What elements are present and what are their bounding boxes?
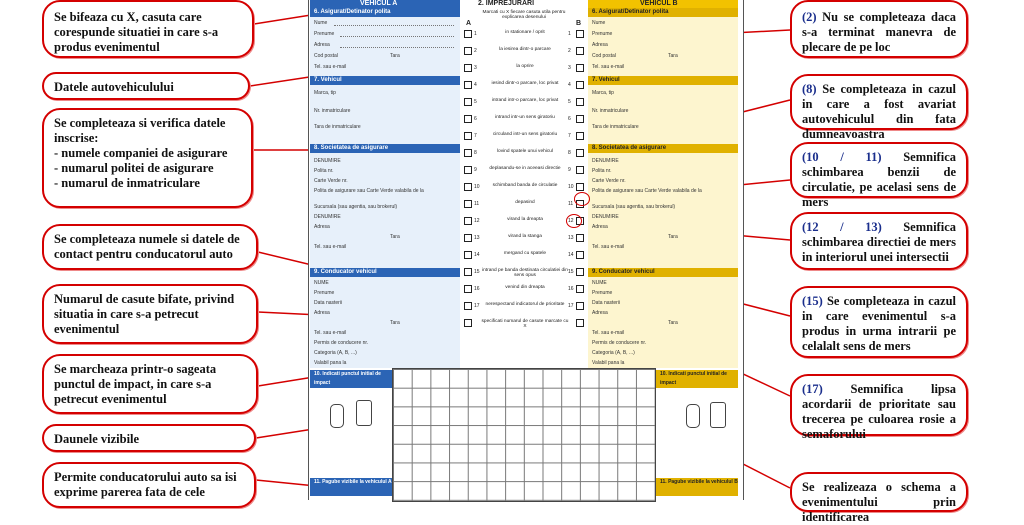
circumstance-number-b: 12 [568, 218, 574, 224]
field-name-b: Nume [592, 20, 606, 26]
vehicle-plate-b: Nr. inmatriculare [592, 108, 629, 114]
callout-text: Daunele vizibile [54, 432, 140, 446]
circumstance-checkbox-a[interactable] [464, 98, 472, 106]
circumstance-checkbox-a[interactable] [464, 319, 472, 327]
car-top-view-b [710, 402, 726, 428]
driver-categoria-b: Categoria (A, B, ...) [592, 350, 635, 356]
circumstance-label: la oprire [516, 64, 534, 69]
driver-valabil-b: Valabil pana la [592, 360, 625, 366]
circumstance-checkbox-a[interactable] [464, 285, 472, 293]
connector-line [256, 480, 316, 486]
circumstance-label: nerespectand indicatorul de prioritate [485, 302, 565, 307]
accident-sketch-grid[interactable] [392, 368, 656, 502]
callout-number: (10 / 11) [802, 150, 882, 164]
insurer-denumire2-a: DENUMIRE [314, 214, 341, 220]
driver-permis-b: Permis de conducere nr. [592, 340, 647, 346]
circumstance-checkbox-b[interactable] [576, 268, 584, 276]
callout-vehicle-data [42, 72, 250, 100]
callout-text: Semnifica schimbarea directiei de mers in interiorul unei intersectii [802, 220, 956, 264]
circumstance-number-a: 7 [474, 133, 477, 139]
circumstance-checkbox-a[interactable] [464, 251, 472, 259]
vehicle-brand-a: Marca, tip [314, 90, 336, 96]
car-side-view-a [330, 404, 344, 428]
callout-text: Se completeaza in cazul in care a fost avariat autovehiculul din fata dumneavoastra [802, 82, 957, 141]
circumstance-number-a: 11 [474, 201, 480, 207]
driver-nastere-a: Data nasterii [314, 300, 343, 306]
driver-nastere-b: Data nasterii [592, 300, 621, 306]
callout-list-item: - numarul politei de asigurare [54, 161, 214, 175]
circumstance-number-b: 8 [568, 150, 571, 156]
insurer-tara-b: Tara [668, 234, 678, 240]
circumstance-number-b: 7 [568, 133, 571, 139]
car-top-view-a [356, 400, 372, 426]
callout-text: Semnifica lipsa acordarii de prioritate sau trecerea pe culoarea rosie a semaforului [802, 382, 956, 441]
circumstance-number-b: 2 [568, 48, 571, 54]
driver-adresa-a: Adresa [314, 310, 330, 316]
circumstance-label: virand la stanga [508, 234, 542, 239]
insurer-denumire-b: DENUMIRE [592, 158, 619, 164]
callout-text: Se realizeaza o schema a evenimentului prin identificarea [802, 480, 956, 524]
circumstance-checkbox-a[interactable] [464, 183, 472, 191]
circumstance-number-b: 14 [568, 252, 574, 258]
circumstance-checkbox-b[interactable] [576, 30, 584, 38]
circumstance-checkbox-a[interactable] [464, 268, 472, 276]
circumstance-number-a: 12 [474, 218, 480, 224]
impact-b-header: 10. Indicati punctul initial de impact [656, 370, 738, 388]
circumstance-number-b: 11 [568, 201, 574, 207]
driver-tel-b: Tel. sau e-mail [592, 330, 625, 336]
circumstance-checkbox-b[interactable] [576, 319, 584, 327]
callout-note-12-13 [790, 212, 968, 270]
input-line[interactable] [340, 36, 454, 37]
callout-number: (15) [802, 294, 823, 308]
circumstance-checkbox-b[interactable] [576, 64, 584, 72]
callout-note-10-11 [790, 142, 968, 209]
section-a-insured: 6. Asigurat/Detinator polita [310, 8, 460, 17]
circumstance-checkbox-b[interactable] [576, 302, 584, 310]
input-line[interactable] [334, 25, 454, 26]
highlight-circle [566, 214, 582, 228]
field-cod-b: Cod postal [592, 53, 616, 59]
vehicle-a-label: VEHICUL A [360, 0, 398, 7]
insurer-valabila-a: Polita de asigurare sau Carte Verde valabila de la [314, 188, 424, 194]
damage-b-header: 11. Pagube vizibile la vehiculul B [656, 478, 738, 496]
circumstance-number-b: 6 [568, 116, 571, 122]
circumstance-checkbox-a[interactable] [464, 217, 472, 225]
driver-categoria-a: Categoria (A, B, ...) [314, 350, 357, 356]
callout-note-8 [790, 74, 968, 141]
circumstance-number-b: 13 [568, 235, 574, 241]
driver-nume-a: NUME [314, 280, 329, 286]
circumstances-heading: Marcati cu X fiecare casuta utila pentru explicarea desenului [482, 10, 566, 20]
section-a-insurer: 8. Societatea de asigurare [310, 144, 460, 153]
callout-text: Permite conducatorului auto sa isi exprime parerea fata de cele [54, 470, 237, 499]
circumstance-number-a: 2 [474, 48, 477, 54]
vehicle-country-a: Tara de inmatriculare [314, 124, 361, 130]
field-name-a: Nume [314, 20, 328, 26]
circumstance-label: virand la dreapta [507, 217, 543, 222]
circumstance-number-b: 10 [568, 184, 574, 190]
circumstance-checkbox-b[interactable] [576, 251, 584, 259]
circumstance-label: specificati numarul de casute marcate cu X [481, 319, 569, 329]
callout-text: Se marcheaza printr-o sageata punctul de impact, in care s-a petrecut evenimentul [54, 362, 217, 406]
circumstance-label: mergand cu spatele [503, 251, 547, 256]
callout-checkbox-situation [42, 0, 254, 58]
impact-a-header: 10. Indicati punctul initial de impact [310, 370, 392, 388]
callout-visible-damage [42, 424, 256, 452]
highlight-circle [574, 192, 590, 206]
circumstance-checkbox-a[interactable] [464, 81, 472, 89]
circumstance-checkbox-a[interactable] [464, 200, 472, 208]
circumstance-label: la iesirea dintr-o parcare [499, 47, 551, 52]
driver-valabil-a: Valabil pana la [314, 360, 347, 366]
callout-text: Se completeaza in cazul in care evenimentul s-a produs in urma intrarii pe celalalt sens de mers [802, 294, 957, 353]
driver-tara-a: Tara [390, 320, 400, 326]
circumstance-checkbox-b[interactable] [576, 98, 584, 106]
circumstance-checkbox-a[interactable] [464, 234, 472, 242]
circumstance-checkbox-b[interactable] [576, 149, 584, 157]
field-adresa-a: Adresa [314, 42, 330, 48]
driver-prenume-b: Prenume [592, 290, 613, 296]
callout-text: Nu se completeaza daca s-a terminat manevra de plecare de pe loc [802, 10, 957, 54]
column-a-letter: A [466, 20, 472, 27]
circumstance-number-b: 16 [568, 286, 574, 292]
section-a-vehicle: 7. Vehicul [310, 76, 460, 85]
circumstance-checkbox-a[interactable] [464, 115, 472, 123]
driver-tel-a: Tel. sau e-mail [314, 330, 347, 336]
callout-text: Datele autovehiculului [54, 80, 174, 94]
circumstance-number-b: 15 [568, 269, 574, 275]
circumstance-number-a: 5 [474, 99, 477, 105]
callout-note-15 [790, 286, 968, 358]
callout-text: Se completeaza si verifica datele inscrise: [54, 116, 226, 145]
circumstance-checkbox-b[interactable] [576, 166, 584, 174]
circumstance-checkbox-b[interactable] [576, 81, 584, 89]
callout-insurance-data [42, 108, 253, 208]
callout-text: Se bifeaza cu X, casuta care corespunde situatiei in care s-a produs evenimentul [54, 10, 219, 54]
circumstance-checkbox-b[interactable] [576, 115, 584, 123]
callout-text: Semnifica schimbarea benzii de circulatie, pe acelasi sens de mers [802, 150, 956, 209]
insurer-sucursala-b: Sucursala (sau agentia, sau brokerul) [592, 204, 676, 210]
section-b-insured: 6. Asigurat/Detinator polita [588, 8, 738, 17]
circumstance-checkbox-b[interactable] [576, 132, 584, 140]
vehicle-b-column [588, 8, 738, 368]
field-tel-b: Tel. sau e-mail [592, 64, 625, 70]
insurer-adresa-a: Adresa [314, 224, 330, 230]
insurer-valabila-b: Polita de asigurare sau Carte Verde valabila de la [592, 188, 702, 194]
callout-list-item: - numele companiei de asigurare [54, 146, 228, 160]
callout-note-17 [790, 374, 968, 441]
circumstance-number-a: 16 [474, 286, 480, 292]
vehicle-plate-a: Nr. inmatriculare [314, 108, 351, 114]
circumstance-number-a: 3 [474, 65, 477, 71]
circumstance-number-a: 8 [474, 150, 477, 156]
callout-text: Se completeaza numele si datele de contact pentru conducatorul auto [54, 232, 240, 261]
circumstance-checkbox-a[interactable] [464, 166, 472, 174]
vehicle-b-label: VEHICUL B [640, 0, 678, 7]
insurer-tara-a: Tara [390, 234, 400, 240]
field-cod-a: Cod postal [314, 53, 338, 59]
callout-checked-count [42, 284, 258, 344]
field-prenume-b: Prenume [592, 31, 613, 37]
insurer-denumire2-b: DENUMIRE [592, 214, 619, 220]
callout-number: (17) [802, 382, 823, 396]
callout-number: (12 / 13) [802, 220, 882, 234]
circumstance-number-b: 17 [568, 303, 574, 309]
callout-note-2 [790, 0, 968, 58]
insurer-denumire-a: DENUMIRE [314, 158, 341, 164]
insurer-adresa-b: Adresa [592, 224, 608, 230]
circumstance-checkbox-b[interactable] [576, 183, 584, 191]
circumstance-label: intrand intr-o parcare, loc privat [491, 98, 559, 103]
field-tara-b: Tara [668, 53, 678, 59]
field-prenume-a: Prenume [314, 31, 335, 37]
callout-driver-opinion [42, 462, 256, 508]
vehicle-b-header [588, 0, 738, 8]
car-side-view-b [686, 404, 700, 428]
callout-number: (2) [802, 10, 817, 24]
vehicle-a-column [310, 8, 460, 368]
section-b-driver: 9. Conducator vehicul [588, 268, 738, 277]
circumstance-number-b: 3 [568, 65, 571, 71]
section-a-driver: 9. Conducator vehicul [310, 268, 460, 277]
driver-permis-a: Permis de conducere nr. [314, 340, 369, 346]
callout-text: Numarul de casute bifate, privind situatia in care s-a petrecut evenimentul [54, 292, 235, 336]
insurer-polita-a: Polita nr. [314, 168, 334, 174]
circumstance-number-b: 1 [568, 31, 571, 37]
insurer-carte-verde-b: Carte Verde nr. [592, 178, 626, 184]
circumstance-number-a: 4 [474, 82, 477, 88]
circumstance-number-a: 1 [474, 31, 477, 37]
circumstance-label: venind din dreapta [505, 285, 545, 290]
field-adresa-b: Adresa [592, 42, 608, 48]
vehicle-a-header [310, 0, 460, 8]
circumstance-checkbox-b[interactable] [576, 234, 584, 242]
insurer-polita-b: Polita nr. [592, 168, 612, 174]
circumstance-checkbox-a[interactable] [464, 30, 472, 38]
field-tel-a: Tel. sau e-mail [314, 64, 347, 70]
circumstance-checkbox-a[interactable] [464, 132, 472, 140]
driver-tara-b: Tara [668, 320, 678, 326]
field-tara-a: Tara [390, 53, 400, 59]
circumstance-number-b: 9 [568, 167, 571, 173]
insurer-sucursala-a: Sucursala (sau agentia, sau brokerul) [314, 204, 398, 210]
circumstance-label: depasind [515, 200, 535, 205]
circumstance-label: intrand pe banda destinata circulatiei din sens opus [482, 268, 568, 278]
circumstance-label: in stationare / oprit [505, 30, 545, 35]
callout-driver-contact [42, 224, 258, 270]
circumstance-number-a: 14 [474, 252, 480, 258]
circumstance-label: circuland intr-un sens giratoriu [492, 132, 558, 137]
circumstance-checkbox-b[interactable] [576, 285, 584, 293]
vehicle-country-b: Tara de inmatriculare [592, 124, 639, 130]
callout-note-sketch [790, 472, 968, 524]
circumstance-number-a: 6 [474, 116, 477, 122]
callout-impact-point [42, 354, 258, 414]
driver-nume-b: NUME [592, 280, 607, 286]
driver-prenume-a: Prenume [314, 290, 335, 296]
circumstance-number-a: 17 [474, 303, 480, 309]
circumstance-number-b: 5 [568, 99, 571, 105]
circumstance-number-a: 10 [474, 184, 480, 190]
circumstance-checkbox-a[interactable] [464, 149, 472, 157]
form-title: 2. IMPREJURARI [478, 0, 535, 7]
circumstance-number-b: 4 [568, 82, 571, 88]
circumstance-checkbox-a[interactable] [464, 302, 472, 310]
driver-adresa-b: Adresa [592, 310, 608, 316]
callout-list-item: - numarul de inmatriculare [54, 176, 200, 190]
vehicle-brand-b: Marca, tip [592, 90, 614, 96]
input-line[interactable] [340, 47, 454, 48]
circumstance-label: iesind dintr-o parcare, loc privat [491, 81, 559, 86]
circumstances-column [462, 0, 586, 370]
circumstance-checkbox-b[interactable] [576, 47, 584, 55]
circumstance-checkbox-a[interactable] [464, 47, 472, 55]
section-b-insurer: 8. Societatea de asigurare [588, 144, 738, 153]
connector-line [250, 76, 316, 86]
insurer-tel-b: Tel. sau e-mail [592, 244, 625, 250]
circumstance-label: deplasandu-se in aceeasi directie [489, 166, 561, 171]
damage-a-header: 11. Pagube vizibile la vehiculul A [310, 478, 392, 496]
circumstance-number-a: 9 [474, 167, 477, 173]
circumstance-label: intrand intr-un sens giratoriu [495, 115, 555, 120]
section-b-vehicle: 7. Vehicul [588, 76, 738, 85]
insurer-tel-a: Tel. sau e-mail [314, 244, 347, 250]
insurer-carte-verde-a: Carte Verde nr. [314, 178, 348, 184]
column-b-letter: B [576, 20, 582, 27]
circumstance-checkbox-a[interactable] [464, 64, 472, 72]
circumstance-number-a: 15 [474, 269, 480, 275]
circumstance-label: schimband banda de circulatie [492, 183, 558, 188]
circumstance-label: lovind spatele unui vehicul [496, 149, 553, 154]
circumstance-number-a: 13 [474, 235, 480, 241]
callout-number: (8) [802, 82, 817, 96]
